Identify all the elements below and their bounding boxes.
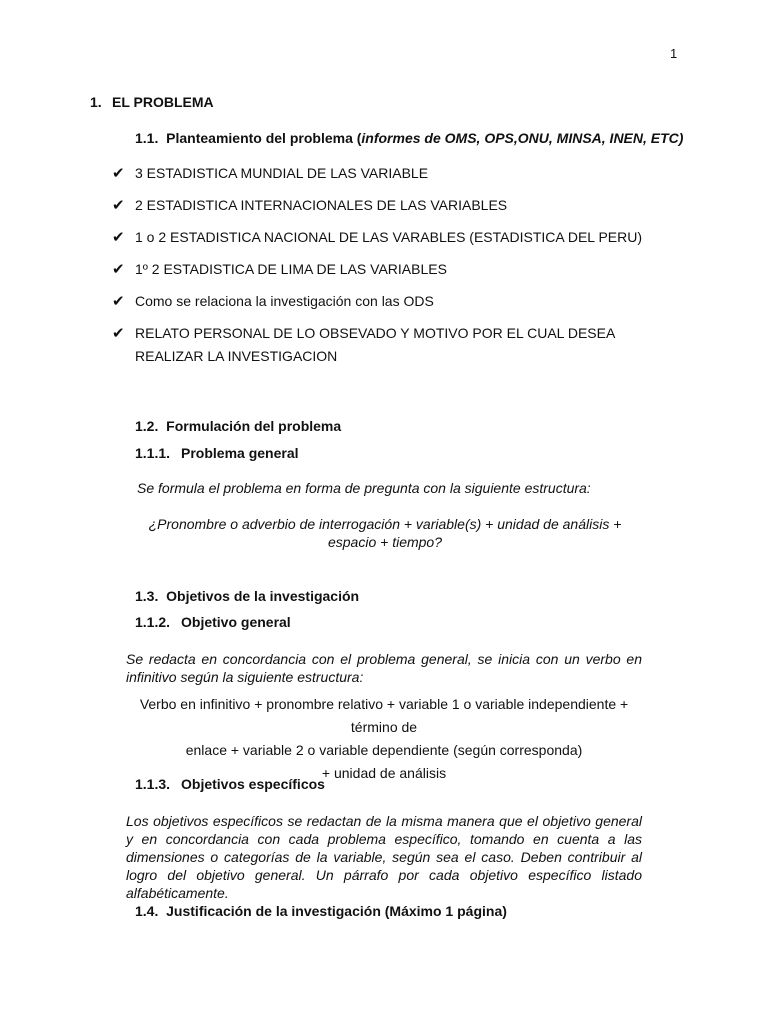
checkmark-icon: ✔ bbox=[112, 261, 125, 278]
problema-intro: Se formula el problema en forma de pregunta con la siguiente estructura: bbox=[137, 480, 591, 496]
heading-number: 1.3. bbox=[135, 588, 159, 604]
list-item-text: 2 ESTADISTICA INTERNACIONALES DE LAS VARIABLES bbox=[135, 197, 508, 213]
heading-number: 1.1.2. bbox=[135, 614, 171, 630]
heading-title: Justificación de la investigación (Máximo 1 página) bbox=[166, 903, 507, 919]
heading-objetivos bbox=[135, 588, 359, 604]
heading-title: Formulación del problema bbox=[166, 418, 342, 434]
list-item-text: RELATO PERSONAL DE LO OBSEVADO Y MOTIVO POR EL CUAL DESEA REALIZAR LA INVESTIGACION bbox=[135, 325, 615, 364]
checkmark-icon: ✔ bbox=[112, 325, 125, 342]
objetivo-formula-line: enlace + variable 2 o variable dependiente (según corresponda) bbox=[185, 742, 583, 758]
problema-formula: ¿Pronombre o adverbio de interrogación + variable(s) + unidad de análisis + espacio + tiempo? bbox=[148, 516, 622, 550]
list-item bbox=[112, 258, 672, 281]
heading-problema-general bbox=[135, 445, 299, 461]
objetivo-formula-line: + unidad de análisis bbox=[321, 765, 447, 781]
heading-title: Planteamiento del problema ( bbox=[166, 130, 362, 146]
heading-objetivos-especificos bbox=[135, 776, 325, 792]
checklist bbox=[112, 162, 672, 377]
heading-title: Objetivos específicos bbox=[181, 776, 325, 792]
objetivo-formula-line: Verbo en infinitivo + pronombre relativo + variable 1 o variable independiente + término de bbox=[139, 696, 629, 735]
heading-number: 1.1.1. bbox=[135, 445, 171, 461]
objetivo-intro: Se redacta en concordancia con el problema general, se inicia con un verbo en infinitivo según la siguiente estructura: bbox=[126, 651, 642, 685]
list-item bbox=[112, 226, 672, 249]
heading-title: Objetivo general bbox=[181, 614, 291, 630]
heading-title: Problema general bbox=[181, 445, 299, 461]
checkmark-icon: ✔ bbox=[112, 229, 125, 246]
list-item bbox=[112, 194, 672, 217]
especificos-paragraph: Los objetivos específicos se redactan de la misma manera que el objetivo general y en concordancia con cada problema específico, tomando en cuenta a las dimensiones o categorías de la variable, según sea el caso. Deben contribuir al logro del objetivo general. Un párrafo por cada objetivo específico listado alfabéticamente. bbox=[126, 813, 642, 901]
heading-formulacion bbox=[135, 418, 341, 434]
heading-title-italic: informes de OMS, OPS,ONU, MINSA, INEN, ETC) bbox=[361, 130, 684, 146]
heading-number: 1.4. bbox=[135, 903, 159, 919]
heading-number: 1.1. bbox=[135, 130, 159, 146]
checkmark-icon: ✔ bbox=[112, 165, 125, 182]
list-item-text: 3 ESTADISTICA MUNDIAL DE LAS VARIABLE bbox=[135, 165, 429, 181]
heading-title: Objetivos de la investigación bbox=[166, 588, 360, 604]
list-item-text: 1 o 2 ESTADISTICA NACIONAL DE LAS VARABLES (ESTADISTICA DEL PERU) bbox=[135, 229, 643, 245]
page-number: 1 bbox=[670, 46, 678, 61]
objetivo-formula bbox=[130, 693, 638, 785]
heading-number: 1.1.3. bbox=[135, 776, 171, 792]
heading-planteamiento bbox=[135, 130, 683, 146]
list-item bbox=[112, 322, 672, 368]
checkmark-icon: ✔ bbox=[112, 197, 125, 214]
list-item bbox=[112, 162, 672, 185]
heading-number: 1. bbox=[90, 94, 102, 110]
heading-justificacion bbox=[135, 903, 507, 919]
list-item-text: Como se relaciona la investigación con las ODS bbox=[135, 293, 434, 309]
heading-title: EL PROBLEMA bbox=[112, 94, 214, 110]
heading-number: 1.2. bbox=[135, 418, 159, 434]
heading-el-problema bbox=[90, 94, 214, 110]
list-item bbox=[112, 290, 672, 313]
heading-objetivo-general bbox=[135, 614, 291, 630]
checkmark-icon: ✔ bbox=[112, 293, 125, 310]
list-item-text: 1º 2 ESTADISTICA DE LIMA DE LAS VARIABLES bbox=[135, 261, 447, 277]
